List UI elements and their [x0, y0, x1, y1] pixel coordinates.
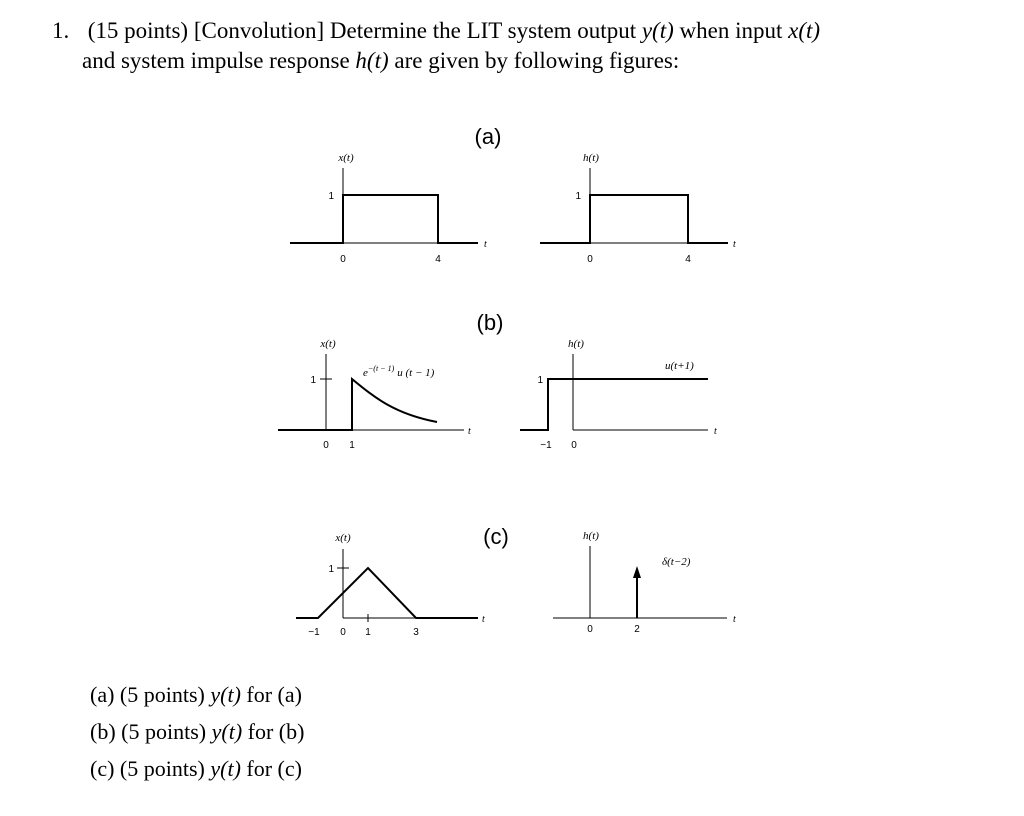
figure-a-h-plot	[540, 152, 736, 265]
sub-question-b	[90, 713, 304, 750]
sub-questions	[90, 676, 304, 787]
figure-c-h-label: h(t)	[583, 530, 599, 542]
figure-a-h-tick-4: 4	[685, 254, 691, 265]
figure-a-label: (a)	[474, 124, 502, 149]
sub-question-label: (c)	[90, 756, 115, 781]
question-text-a: Determine the LIT system output	[329, 18, 637, 43]
figure-b-x-signal	[278, 379, 437, 430]
figure-a-h-tick-0: 0	[587, 254, 593, 265]
figure-b-x-expr-tail: u (t − 1)	[397, 367, 435, 379]
figure-b-h-signal	[520, 379, 708, 430]
figure-c-x-tick-1: 1	[365, 627, 371, 638]
figure-b-x-amp: 1	[310, 375, 316, 386]
figure-a-h-label: h(t)	[583, 152, 599, 164]
sub-question-c	[90, 750, 304, 787]
figure-b-label: (b)	[476, 310, 504, 335]
figure-b-x-expr-exponent: −(t − 1)	[367, 364, 395, 373]
figure-c-h-axis-label: t	[733, 614, 736, 625]
figure-c-x-plot	[296, 532, 485, 638]
question-number: 1.	[52, 18, 70, 43]
figure-b-h-amp: 1	[537, 375, 543, 386]
figure-c-h-plot	[553, 530, 736, 635]
figure-a-x-tick-0: 0	[340, 254, 346, 265]
figure-a-x-tick-4: 4	[435, 254, 441, 265]
sub-question-points: (5 points)	[121, 719, 207, 744]
figure-c-x-tick-3: 3	[413, 627, 419, 638]
sub-question-label: (a)	[90, 682, 115, 707]
sub-question-points: (5 points)	[119, 756, 205, 781]
figure-a-h-signal	[540, 195, 728, 243]
sub-question-label: (b)	[90, 719, 116, 744]
figure-a-h-axis-label: t	[733, 239, 736, 250]
figure-b-x-label: x(t)	[320, 338, 336, 350]
question-text-b: when input	[679, 18, 783, 43]
figure-a-h-amp: 1	[575, 191, 581, 202]
sub-question-symbol: y(t)	[210, 756, 241, 781]
figure-c-impulse-arrowhead	[633, 566, 641, 578]
figure-c-h-expression: δ(t−2)	[662, 556, 691, 568]
question-x-symbol: x(t)	[788, 18, 821, 43]
figure-c-x-label: x(t)	[335, 532, 351, 544]
figure-a-x-plot	[290, 152, 487, 265]
figure-c-x-axis-label: t	[482, 614, 485, 625]
figure-a-x-signal	[290, 195, 478, 243]
figure-b-x-tick-0: 0	[323, 440, 329, 451]
figure-b-h-label: h(t)	[568, 338, 584, 350]
figure-c-x-tick-minus1: −1	[308, 627, 320, 638]
sub-question-points: (5 points)	[119, 682, 205, 707]
sub-question-symbol: y(t)	[211, 719, 243, 744]
figure-b-h-tick-0: 0	[571, 440, 577, 451]
figure-b-x-expression	[363, 364, 435, 379]
question-y-symbol: y(t)	[641, 18, 674, 43]
sub-question-for: for (a)	[246, 682, 302, 707]
figure-c-label: (c)	[483, 524, 509, 549]
figure-a-x-axis-label: t	[484, 239, 487, 250]
figure-b-x-tick-1: 1	[349, 440, 355, 451]
sub-question-a	[90, 676, 304, 713]
question-text-c: and system impulse response	[82, 48, 350, 73]
question-text-d: are given by following figures:	[394, 48, 680, 73]
sub-question-for: for (b)	[247, 719, 305, 744]
figure-c-x-tick-0: 0	[340, 627, 346, 638]
figure-a-x-amp: 1	[328, 191, 334, 202]
figure-b-h-plot	[520, 338, 717, 451]
figure-b-h-axis-label: t	[714, 426, 717, 437]
question-topic: [Convolution]	[193, 18, 325, 43]
figure-b-h-expression: u(t+1)	[665, 360, 694, 372]
question-h-symbol: h(t)	[355, 48, 389, 73]
figure-c-h-tick-2: 2	[634, 624, 640, 635]
figure-c-x-signal	[296, 568, 478, 618]
figure-b-x-axis-label: t	[468, 426, 471, 437]
figure-c-h-tick-0: 0	[587, 624, 593, 635]
figure-b-h-tick-minus1: −1	[540, 440, 552, 451]
question-points: (15 points)	[87, 18, 189, 43]
sub-question-for: for (c)	[246, 756, 302, 781]
figure-a-x-label: x(t)	[338, 152, 354, 164]
figure-b-x-expr-base: e	[363, 367, 368, 379]
figure-b-x-plot	[278, 338, 471, 451]
figure-c-x-amp: 1	[328, 564, 334, 575]
sub-question-symbol: y(t)	[210, 682, 241, 707]
